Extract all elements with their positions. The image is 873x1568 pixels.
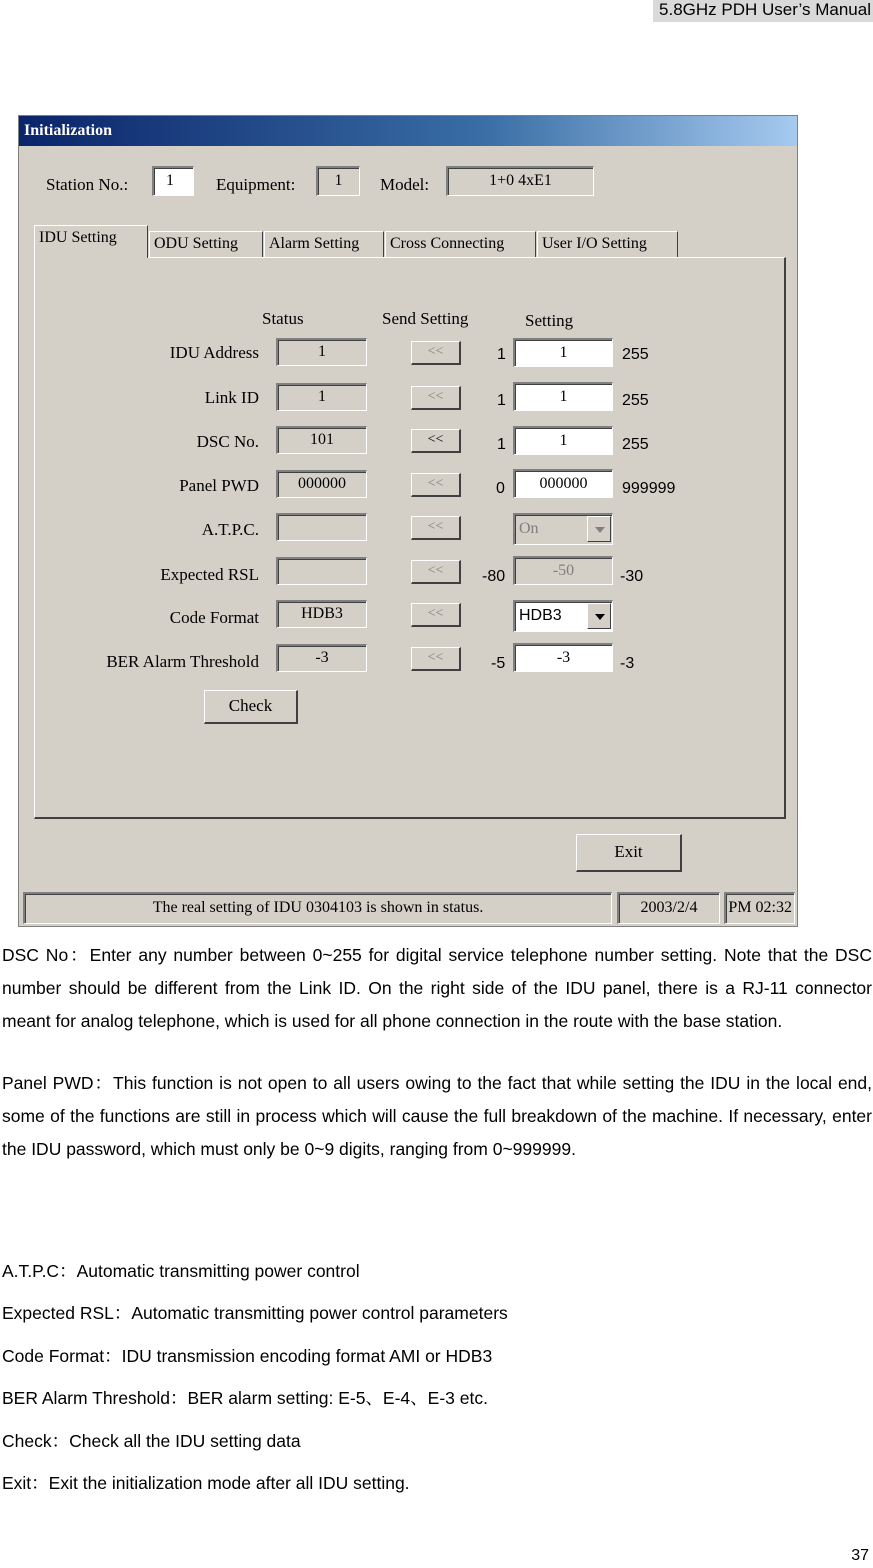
setting-idu-address-input[interactable]: 1: [513, 338, 613, 367]
code-format-description: Code Format：IDU transmission encoding format AMI or HDB3: [2, 1346, 493, 1366]
row-label-code-format: Code Format: [169, 608, 259, 627]
chevron-down-icon[interactable]: [587, 516, 611, 542]
row-label-dsc-no: DSC No.: [196, 432, 259, 451]
min-link-id: 1: [497, 392, 506, 409]
station-field[interactable]: 1: [152, 166, 194, 196]
check-button[interactable]: Check: [204, 690, 298, 724]
status-header: Status: [262, 309, 304, 328]
initialization-window: [18, 115, 798, 927]
row-label-ber-alarm-threshold: BER Alarm Threshold: [106, 652, 259, 671]
dsc-no-description: DSC No：Enter any number between 0~255 for digital service telephone number setting. Note that the DSC number should be different from the Link ID. On the right side of the IDU panel, there is a RJ-11 connector meant for analog telephone, which is used for all phone connection in the route with the base station.: [2, 945, 872, 1031]
tab-idu-setting[interactable]: IDU Setting: [34, 225, 148, 258]
idu-setting-panel: [34, 257, 786, 819]
tab-user-io-setting[interactable]: User I/O Setting: [537, 231, 678, 257]
page-number: 37: [851, 1547, 869, 1564]
status-code-format: HDB3: [276, 600, 367, 628]
setting-expected-rsl-input[interactable]: -50: [513, 556, 613, 585]
row-label-panel-pwd: Panel PWD: [179, 476, 259, 495]
send-panel-pwd-button[interactable]: <<: [411, 473, 461, 497]
setting-link-id-input[interactable]: 1: [513, 382, 613, 411]
status-link-id: 1: [276, 383, 367, 411]
send-setting-header: Send Setting: [382, 309, 469, 328]
status-atpc: [276, 513, 367, 541]
max-dsc-no: 255: [622, 436, 649, 453]
expected-rsl-description: Expected RSL：Automatic transmitting power control parameters: [2, 1303, 508, 1323]
status-message: The real setting of IDU 0304103 is shown in status.: [23, 892, 612, 924]
min-ber-alarm-threshold: -5: [491, 655, 506, 672]
send-expected-rsl-button[interactable]: <<: [411, 560, 461, 584]
exit-description: Exit：Exit the initialization mode after all IDU setting.: [2, 1473, 410, 1493]
min-dsc-no: 1: [497, 436, 506, 453]
model-field: 1+0 4xE1: [446, 166, 594, 196]
send-code-format-button[interactable]: <<: [411, 603, 461, 627]
setting-atpc-dropdown[interactable]: [513, 513, 613, 545]
send-ber-alarm-threshold-button[interactable]: <<: [411, 647, 461, 671]
tab-odu-setting[interactable]: ODU Setting: [149, 231, 263, 257]
max-idu-address: 255: [622, 346, 649, 363]
status-panel-pwd: 000000: [276, 470, 367, 498]
tab-cross-connecting[interactable]: Cross Connecting: [385, 231, 536, 257]
status-time: PM 02:32: [724, 892, 795, 924]
atpc-description: A.T.P.C：Automatic transmitting power control: [2, 1261, 360, 1281]
send-link-id-button[interactable]: <<: [411, 386, 461, 410]
min-expected-rsl: -80: [482, 568, 506, 585]
setting-panel-pwd-input[interactable]: 000000: [513, 469, 613, 498]
window-title: Initialization: [19, 116, 797, 146]
max-link-id: 255: [622, 392, 649, 409]
tab-alarm-setting[interactable]: Alarm Setting: [264, 231, 384, 257]
setting-dsc-no-input[interactable]: 1: [513, 426, 613, 455]
row-label-atpc: A.T.P.C.: [201, 520, 259, 539]
chevron-down-icon[interactable]: [587, 603, 611, 629]
page-header: 5.8GHz PDH User’s Manual: [653, 0, 873, 22]
row-label-idu-address: IDU Address: [169, 343, 259, 362]
code-format-selected-value: HDB3: [519, 607, 562, 624]
setting-header: Setting: [525, 311, 574, 330]
exit-button[interactable]: Exit: [576, 834, 682, 872]
row-label-link-id: Link ID: [204, 388, 259, 407]
status-ber-alarm-threshold: -3: [276, 644, 367, 672]
send-dsc-no-button[interactable]: <<: [411, 429, 461, 453]
max-ber-alarm-threshold: -3: [620, 655, 635, 672]
row-label-expected-rsl: Expected RSL: [160, 565, 259, 584]
status-date: 2003/2/4: [617, 892, 720, 924]
ber-alarm-threshold-description: BER Alarm Threshold：BER alarm setting: E-5、E-4、E-3 etc.: [2, 1388, 488, 1408]
max-expected-rsl: -30: [620, 568, 644, 585]
panel-pwd-description: Panel PWD：This function is not open to all users owing to the fact that while setting the IDU in the local end, some of the functions are still in process which will cause the full breakdown of the machine. If necessary, enter the IDU password, which must only be 0~9 digits, ranging from 0~999999.: [2, 1073, 872, 1159]
min-panel-pwd: 0: [496, 480, 505, 497]
setting-ber-alarm-threshold-input[interactable]: -3: [513, 643, 613, 672]
status-expected-rsl: [276, 557, 367, 585]
send-atpc-button[interactable]: <<: [411, 516, 461, 540]
equipment-label: Equipment:: [216, 175, 296, 194]
send-idu-address-button[interactable]: <<: [411, 341, 461, 365]
model-label: Model:: [380, 175, 430, 194]
equipment-field: 1: [316, 166, 360, 196]
status-dsc-no: 101: [276, 426, 367, 454]
max-panel-pwd: 999999: [622, 480, 676, 497]
station-label: Station No.:: [46, 175, 129, 194]
status-idu-address: 1: [276, 338, 367, 366]
min-idu-address: 1: [497, 346, 506, 363]
setting-code-format-dropdown[interactable]: [513, 600, 613, 632]
atpc-selected-value: On: [519, 520, 539, 537]
check-description: Check：Check all the IDU setting data: [2, 1431, 301, 1451]
